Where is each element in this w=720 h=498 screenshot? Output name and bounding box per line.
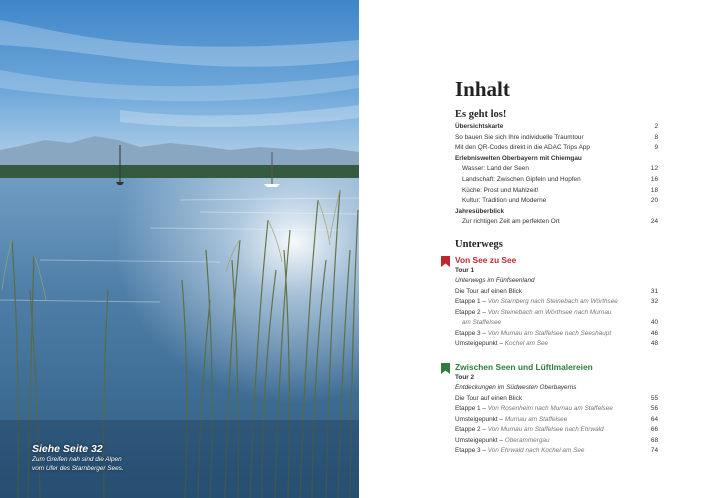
umsteigepunkt-label: Umsteigepunkt – bbox=[455, 415, 503, 423]
toc-entry-uebersichtskarte[interactable] bbox=[455, 122, 658, 133]
toc-entry-label bbox=[455, 446, 584, 457]
etappe-label: Etappe 2 – bbox=[455, 426, 486, 433]
toc-entry-page: 46 bbox=[650, 329, 658, 337]
toc-entry-label bbox=[455, 425, 604, 436]
toc-entry-etappe[interactable] bbox=[455, 297, 658, 308]
page-title: Inhalt bbox=[455, 77, 510, 101]
toc-entry-richtige-zeit[interactable] bbox=[455, 217, 658, 228]
etappe-label: Etappe 1 – bbox=[455, 405, 486, 412]
toc-entry-page: 31 bbox=[650, 287, 658, 295]
toc-entry-label: Küche: Prost und Mahlzeit! bbox=[462, 186, 539, 194]
caption-line-1: Zum Greifen nah sind die Alpen bbox=[32, 456, 122, 463]
toc-entry-etappe[interactable] bbox=[455, 329, 658, 340]
lake-landscape-image bbox=[0, 0, 359, 498]
bookmark-icon bbox=[441, 256, 450, 267]
etappe-route: Von Murnau am Staffelsee nach Ehrwald bbox=[487, 426, 604, 433]
toc-entry-kueche[interactable] bbox=[455, 186, 658, 197]
photo-caption bbox=[32, 443, 124, 473]
etappe-label: Etappe 3 – bbox=[455, 329, 486, 337]
toc-entry-page: 20 bbox=[650, 197, 658, 205]
toc-entry-etappe-continued[interactable] bbox=[455, 318, 658, 329]
etappe-route: Von Steinebach am Wörthsee nach Murnau bbox=[487, 308, 612, 316]
caption-title: Siehe Seite 32 bbox=[32, 443, 103, 455]
toc-entry-label: Zur richtigen Zeit am perfekten Ort bbox=[462, 218, 560, 226]
bookmark-icon bbox=[441, 363, 450, 374]
etappe-label: Etappe 1 – bbox=[455, 298, 486, 305]
toc-entry-etappe[interactable] bbox=[455, 404, 658, 415]
toc-entry-qr-codes[interactable] bbox=[455, 143, 658, 154]
toc-entry-label: Jahresüberblick bbox=[455, 207, 505, 215]
toc-entry-label: Landschaft: Zwischen Gipfeln und Hopfen bbox=[462, 176, 581, 183]
etappe-route: Von Rosenheim nach Murnau am Staffelsee bbox=[487, 405, 613, 412]
etappe-route-continued: am Staffelsee bbox=[462, 319, 502, 326]
toc-entry-page: 12 bbox=[650, 165, 658, 173]
toc-entry-label bbox=[462, 318, 501, 329]
toc-entry-page: 2 bbox=[654, 123, 658, 130]
section-heading-unterwegs: Unterwegs bbox=[455, 239, 503, 250]
toc-entry-label: Erlebniswelten Oberbayern mit Chiemgau bbox=[455, 154, 582, 162]
toc-entry-page: 68 bbox=[650, 436, 658, 444]
tour-subtitle bbox=[455, 276, 658, 287]
toc-entry-page: 48 bbox=[650, 340, 658, 347]
toc-entry-label bbox=[455, 339, 548, 350]
etappe-label: Etappe 2 – bbox=[455, 308, 486, 316]
umsteigepunkt-place: Kochel am See bbox=[504, 340, 549, 347]
etappe-route: Von Murnau am Staffelsee nach Seeshaupt bbox=[487, 329, 612, 337]
toc-entry-kultur[interactable] bbox=[455, 196, 658, 207]
tour-number: Tour 1 bbox=[455, 266, 475, 274]
toc-entry-page: 8 bbox=[654, 133, 658, 141]
toc-entry-page: 55 bbox=[650, 394, 658, 402]
toc-entry-tour-overview[interactable] bbox=[455, 287, 658, 298]
toc-entry-label bbox=[455, 297, 618, 308]
toc-entry-etappe[interactable] bbox=[455, 308, 658, 319]
toc-entry-label bbox=[455, 308, 611, 319]
umsteigepunkt-label: Umsteigepunkt – bbox=[455, 436, 503, 444]
toc-entry-page: 56 bbox=[650, 405, 658, 412]
tour-label bbox=[455, 266, 658, 277]
tour-subtitle-text: Unterwegs im Fünfseenland bbox=[455, 277, 535, 284]
umsteigepunkt-place: Murnau am Staffelsee bbox=[504, 415, 568, 423]
toc-entry-umsteigepunkt[interactable] bbox=[455, 415, 658, 426]
toc-entry-label: Die Tour auf einen Blick bbox=[455, 287, 523, 295]
toc-entry-page: 40 bbox=[650, 319, 658, 326]
toc-entry-umsteigepunkt[interactable] bbox=[455, 339, 658, 350]
toc-entry-label: Kultur: Tradition und Moderne bbox=[462, 197, 547, 205]
etappe-route: Von Ehrwald nach Kochel am See bbox=[487, 447, 585, 454]
toc-entry-jahresueberblick[interactable] bbox=[455, 207, 658, 218]
tour-label bbox=[455, 373, 658, 384]
tour-heading-zwischen-seen[interactable]: Zwischen Seen und Lüftlmalereien bbox=[455, 362, 593, 372]
lake-photo bbox=[0, 0, 359, 498]
toc-entry-page: 66 bbox=[650, 426, 658, 433]
toc-entry-label: Die Tour auf einen Blick bbox=[455, 394, 523, 402]
toc-entry-label bbox=[455, 404, 613, 415]
toc-entry-erlebniswelten[interactable] bbox=[455, 154, 658, 165]
toc-entry-page: 64 bbox=[650, 415, 658, 423]
toc-entry-landschaft[interactable] bbox=[455, 175, 658, 186]
etappe-route: Von Starnberg nach Steinebach am Wörthsee bbox=[487, 298, 618, 305]
toc-entry-page: 18 bbox=[650, 186, 658, 194]
toc-entry-umsteigepunkt[interactable] bbox=[455, 436, 658, 447]
toc-entry-wasser[interactable] bbox=[455, 164, 658, 175]
toc-entry-etappe[interactable] bbox=[455, 425, 658, 436]
caption-line-2: vom Ufer des Starnberger Sees. bbox=[32, 464, 124, 472]
umsteigepunkt-place: Oberammergau bbox=[504, 436, 550, 444]
toc-entry-page: 9 bbox=[654, 144, 658, 152]
toc-entry-page: 74 bbox=[650, 447, 658, 454]
toc-entry-tour-overview[interactable] bbox=[455, 394, 658, 405]
toc-entry-page: 16 bbox=[650, 176, 658, 183]
toc-entry-page: 32 bbox=[650, 298, 658, 305]
toc-entry-label: Mit den QR-Codes direkt in die ADAC Trips App bbox=[455, 144, 590, 152]
toc-entry-label bbox=[455, 415, 567, 426]
toc-entry-label: Wasser: Land der Seen bbox=[462, 165, 529, 173]
toc-entry-label bbox=[455, 436, 550, 447]
etappe-label: Etappe 3 – bbox=[455, 447, 486, 454]
toc-entry-traumtour[interactable] bbox=[455, 133, 658, 144]
toc-entry-page: 24 bbox=[650, 218, 658, 226]
toc-entry-label bbox=[455, 329, 611, 340]
tour-heading-von-see-zu-see[interactable]: Von See zu See bbox=[455, 255, 517, 265]
tour-subtitle-text: Entdeckungen im Südwesten Oberbayerns bbox=[455, 384, 577, 391]
toc-entry-etappe[interactable] bbox=[455, 446, 658, 457]
section-heading-es-geht-los: Es geht los! bbox=[455, 109, 507, 120]
toc-entry-label: So bauen Sie sich Ihre individuelle Traumtour bbox=[455, 133, 584, 141]
tour-subtitle bbox=[455, 383, 658, 394]
toc-entry-label: Übersichtskarte bbox=[455, 123, 504, 130]
tour-number: Tour 2 bbox=[455, 373, 475, 381]
umsteigepunkt-label: Umsteigepunkt – bbox=[455, 340, 503, 347]
